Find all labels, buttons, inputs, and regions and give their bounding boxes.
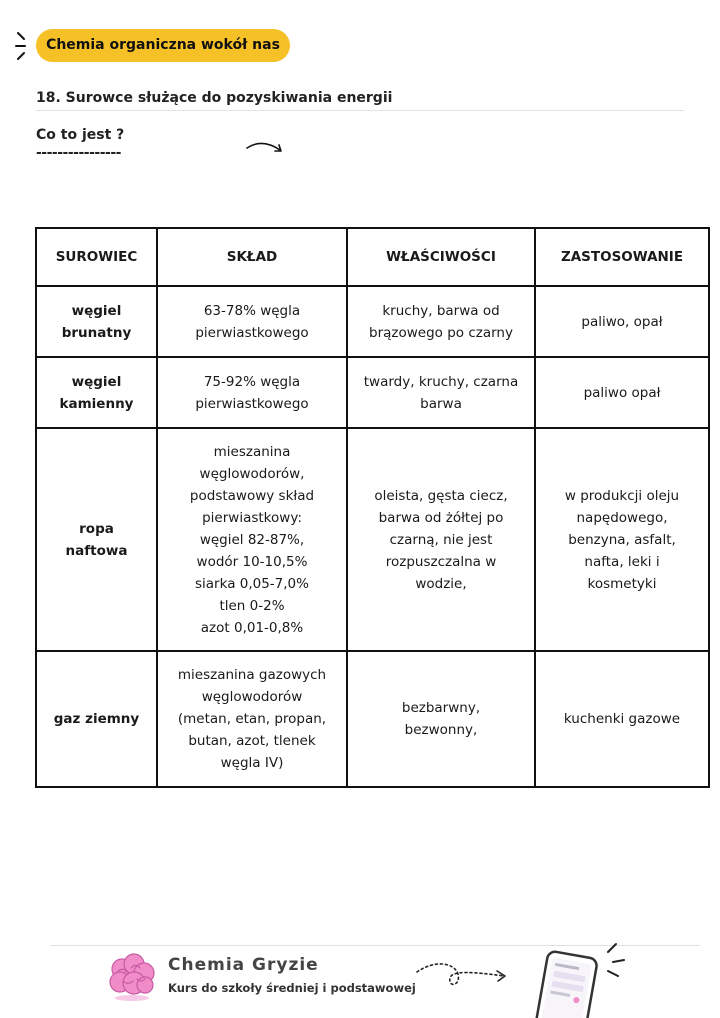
section-title: 18. Surowce służące do pozyskiwania energii bbox=[36, 90, 393, 106]
answer-placeholder: ---------------- bbox=[36, 145, 121, 161]
header-surowiec: SUROWIEC bbox=[36, 228, 157, 286]
cell-wlasciwosci: oleista, gęsta ciecz, barwa od żółtej po czarną, nie jest rozpuszczalna w wodzie, bbox=[347, 428, 535, 651]
table-header-row bbox=[36, 228, 709, 286]
table-row bbox=[36, 286, 709, 357]
header-sklad: SKŁAD bbox=[157, 228, 347, 286]
phone-icon bbox=[520, 940, 630, 1018]
table-row bbox=[36, 651, 709, 787]
header-wlasciwosci: WŁAŚCIWOŚCI bbox=[347, 228, 535, 286]
curly-arrow-icon bbox=[414, 958, 512, 994]
cell-surowiec: gaz ziemny bbox=[36, 651, 157, 787]
cell-sklad: mieszanina węglowodorów, podstawowy skład pierwiastkowy: węgiel 82-87%, wodór 10-10,5% siarka 0,05-7,0% tlen 0-2% azot 0,01-0,8% bbox=[157, 428, 347, 651]
cell-surowiec: ropa naftowa bbox=[36, 428, 157, 651]
table-row bbox=[36, 357, 709, 428]
raw-materials-table bbox=[35, 227, 710, 788]
brand-name: Chemia Gryzie bbox=[168, 955, 319, 975]
divider bbox=[36, 110, 684, 111]
cell-surowiec: węgiel brunatny bbox=[36, 286, 157, 357]
cell-wlasciwosci: twardy, kruchy, czarna barwa bbox=[347, 357, 535, 428]
sparkle-icon bbox=[14, 30, 38, 62]
cell-sklad: 75-92% węgla pierwiastkowego bbox=[157, 357, 347, 428]
header-zastosowanie: ZASTOSOWANIE bbox=[535, 228, 709, 286]
cell-sklad: mieszanina gazowych węglowodorów (metan, etan, propan, butan, azot, tlenek węgla IV) bbox=[157, 651, 347, 787]
cell-wlasciwosci: kruchy, barwa od brązowego po czarny bbox=[347, 286, 535, 357]
cell-zastosowanie: w produkcji oleju napędowego, benzyna, asfalt, nafta, leki i kosmetyki bbox=[535, 428, 709, 651]
table-row bbox=[36, 428, 709, 651]
cell-surowiec: węgiel kamienny bbox=[36, 357, 157, 428]
cell-wlasciwosci: bezbarwny, bezwonny, bbox=[347, 651, 535, 787]
arrow-icon bbox=[244, 138, 286, 158]
brand-tagline: Kurs do szkoły średniej i podstawowej bbox=[168, 981, 416, 995]
cell-zastosowanie: paliwo, opał bbox=[535, 286, 709, 357]
cell-zastosowanie: kuchenki gazowe bbox=[535, 651, 709, 787]
question-label: Co to jest ? bbox=[36, 127, 125, 143]
cell-zastosowanie: paliwo opał bbox=[535, 357, 709, 428]
brain-icon bbox=[106, 951, 158, 1003]
cell-sklad: 63-78% węgla pierwiastkowego bbox=[157, 286, 347, 357]
course-badge: Chemia organiczna wokół nas bbox=[36, 29, 290, 62]
